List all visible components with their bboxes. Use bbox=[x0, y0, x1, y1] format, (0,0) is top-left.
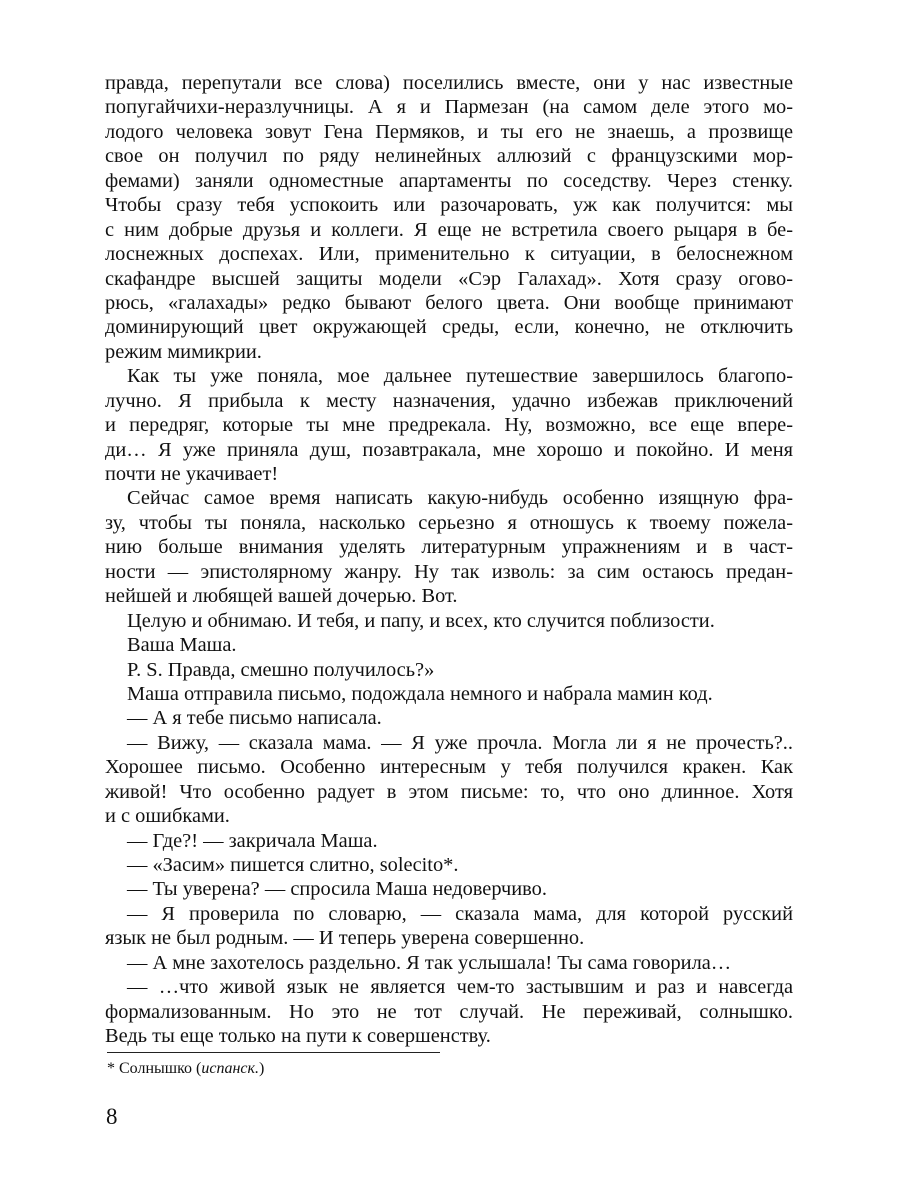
text-line: Чтобы сразу тебя успокоить или разочаровать, уж как получится: мы bbox=[105, 194, 793, 217]
text-line: Ведь ты еще только на пути к совершенству. bbox=[105, 1025, 491, 1048]
text-line: Ваша Маша. bbox=[127, 634, 237, 657]
footnote bbox=[107, 1059, 264, 1079]
text-line: — А мне захотелось раздельно. Я так услышала! Ты сама говорила… bbox=[127, 951, 732, 974]
text-line: — «Засим» пишется слитно, solecito*. bbox=[127, 854, 459, 876]
text-line: — Ты уверена? — спросила Маша недоверчиво. bbox=[127, 878, 547, 901]
text-line: нию больше внимания уделять литературным упражнениям и в част- bbox=[105, 536, 793, 559]
text-line: почти не укачивает! bbox=[105, 463, 279, 485]
text-line: рюсь, «галахады» редко бывают белого цвета. Они вообще принимают bbox=[105, 291, 793, 314]
text-line: Сейчас самое время написать какую-нибудь особенно изящную фра- bbox=[127, 487, 793, 510]
text-line: ности — эпистолярному жанру. Ну так изволь: за сим остаюсь предан- bbox=[105, 560, 793, 583]
footnote-emphasis: испанск. bbox=[201, 1060, 259, 1077]
text-line: лучно. Я прибыла к месту назначения, удачно избежав приключений bbox=[105, 389, 793, 412]
text-line: и с ошибками. bbox=[105, 805, 230, 828]
text-line: лодого человека зовут Гена Пермяков, и ты его не знаешь, а прозвище bbox=[105, 120, 793, 143]
text-line: — Вижу, — сказала мама. — Я уже прочла. Могла ли я не прочесть?.. bbox=[127, 731, 793, 754]
footnote-divider bbox=[107, 1052, 440, 1053]
text-line: — Я проверила по словарю, — сказала мама, для которой русский bbox=[127, 902, 793, 925]
text-line: попугайчихи-неразлучницы. А я и Пармезан (на самом деле этого мо- bbox=[105, 96, 793, 119]
text-line: режим мимикрии. bbox=[105, 340, 262, 363]
page-number: 8 bbox=[106, 1104, 118, 1129]
text-line: Целую и обнимаю. И тебя, и папу, и всех, кто случится поблизости. bbox=[127, 609, 715, 632]
text-line: фемами) заняли одноместные апартаменты по соседству. Через стенку. bbox=[105, 169, 793, 192]
text-line: — Где?! — закричала Маша. bbox=[127, 829, 378, 852]
text-line: нейшей и любящей вашей дочерью. Вот. bbox=[105, 585, 458, 608]
text-line: Хорошее письмо. Особенно интересным у тебя получился кракен. Как bbox=[105, 756, 793, 779]
text-line: Как ты уже поняла, мое дальнее путешествие завершилось благопо- bbox=[127, 365, 793, 388]
text-line: и передряг, которые ты мне предрекала. Ну, возможно, все еще впере- bbox=[105, 414, 793, 437]
text-line: лоснежных доспехах. Или, применительно к ситуации, в белоснежном bbox=[105, 243, 793, 266]
text-line: — А я тебе письмо написала. bbox=[127, 707, 382, 730]
text-line: правда, перепутали все слова) поселились вместе, они у нас известные bbox=[105, 72, 793, 94]
text-line: зу, чтобы ты поняла, насколько серьезно я отношусь к твоему пожела- bbox=[105, 511, 793, 534]
text-line: — …что живой язык не является чем-то застывшим и раз и навсегда bbox=[127, 976, 793, 999]
text-line: P. S. Правда, смешно получилось?» bbox=[127, 658, 435, 681]
footnote-prefix: * Солнышко ( bbox=[107, 1060, 202, 1077]
text-line: язык не был родным. — И теперь уверена совершенно. bbox=[105, 927, 585, 950]
text-line: живой! Что особенно радует в этом письме: то, что оно длинное. Хотя bbox=[105, 780, 793, 803]
page-body-text bbox=[105, 71, 793, 1049]
text-line: доминирующий цвет окружающей среды, если, конечно, не отключить bbox=[105, 316, 793, 339]
text-line: свое он получил по ряду нелинейных аллюзий с французскими мор- bbox=[105, 145, 793, 168]
text-line: с ним добрые друзья и коллеги. Я еще не встретила своего рыцаря в бе- bbox=[105, 218, 793, 241]
text-line: ди… Я уже приняла душ, позавтракала, мне хорошо и покойно. И меня bbox=[105, 438, 793, 461]
text-line: формализованным. Но это не тот случай. Не переживай, солнышко. bbox=[105, 1000, 793, 1023]
text-line: Маша отправила письмо, подождала немного и набрала мамин код. bbox=[127, 682, 713, 705]
text-line: скафандре высшей защиты модели «Сэр Галахад». Хотя сразу огово- bbox=[105, 267, 793, 290]
footnote-suffix: ) bbox=[259, 1060, 265, 1077]
